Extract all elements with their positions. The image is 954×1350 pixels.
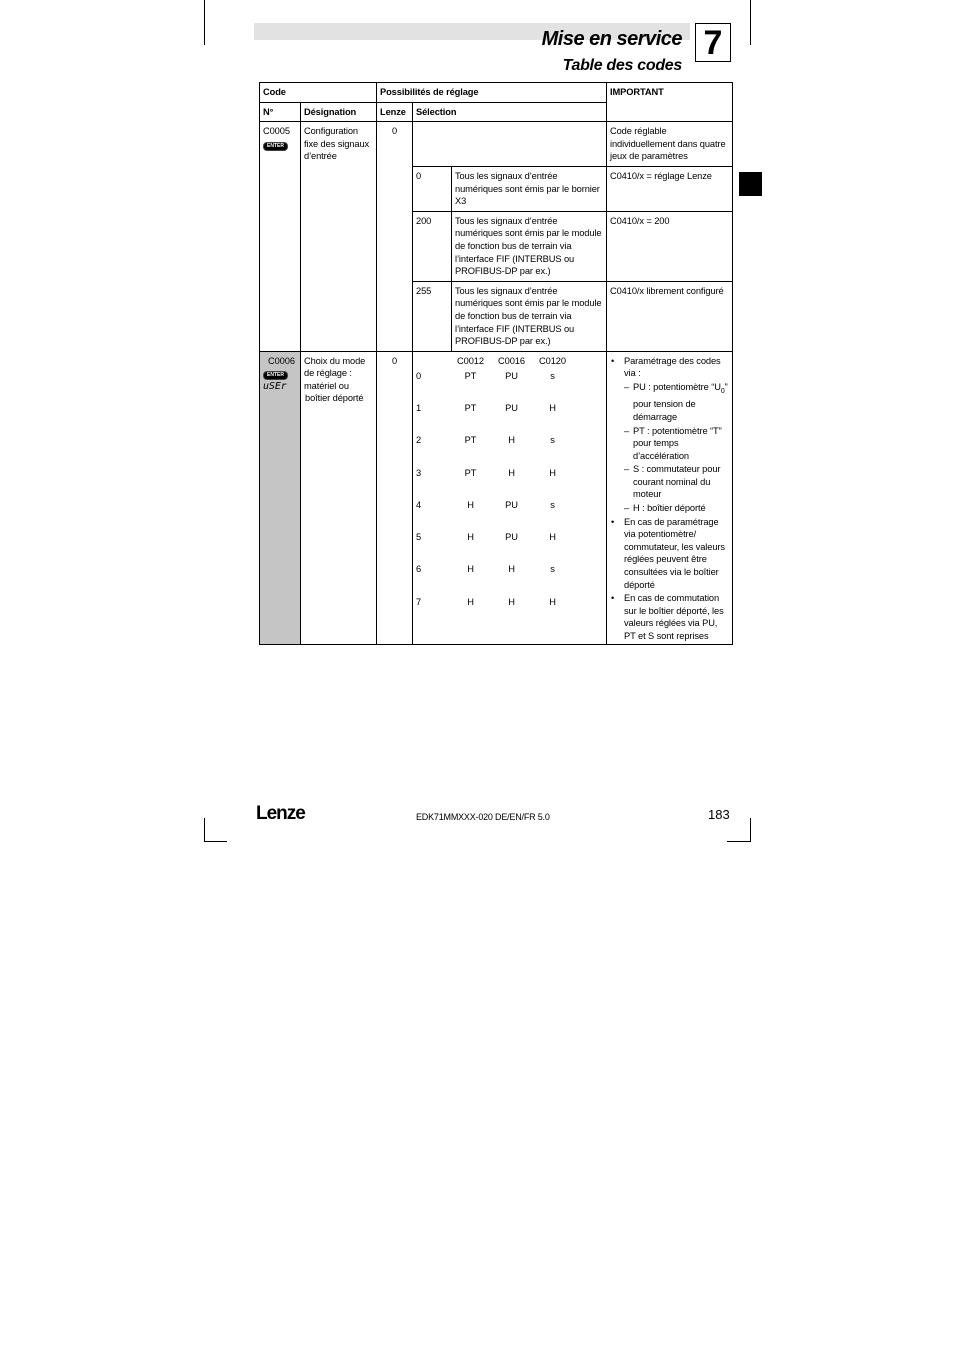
- mode-row: 7 H H H: [416, 596, 556, 607]
- important-text: C0410/x = 200: [607, 211, 733, 281]
- lenze-c0006: 0: [377, 351, 413, 644]
- code-c0005: C0005: [263, 126, 290, 137]
- crop-mark-top-right: [750, 0, 751, 45]
- designation-line: boîtier déporté: [305, 393, 364, 404]
- enter-icon: ENTER: [263, 142, 288, 151]
- mode-col-header: C0012: [457, 355, 484, 366]
- selection-text: Tous les signaux d’entrée numériques sont émis par le bornier X3: [452, 166, 607, 211]
- mode-table: [416, 355, 603, 628]
- crop-mark-top-left: [204, 0, 205, 45]
- mode-row: 5 H PU H: [416, 532, 556, 543]
- list-item: – H : boîtier déporté: [624, 502, 729, 515]
- lenze-logo: Lenze: [256, 803, 305, 824]
- mode-row: 1 PT PU H: [416, 402, 556, 413]
- important-c0005: Code réglable individuellement dans quatre jeux de paramètres: [607, 122, 733, 167]
- important-c0006: [607, 351, 733, 644]
- code-table: [259, 82, 733, 645]
- code-c0006: C0006: [268, 355, 295, 366]
- crop-mark-bottom-right-v: [750, 818, 751, 842]
- enter-icon: ENTER: [263, 371, 288, 380]
- chapter-side-tab: [739, 172, 762, 196]
- list-item: – PT : potentiomètre “T” pour temps d’accélération: [624, 425, 729, 463]
- user-display-icon: uSEr: [263, 381, 287, 393]
- selection-text: Tous les signaux d’entrée numériques sont émis par le module de fonction bus de terrain via l’interface FIF (INTERBUS ou PROFIBUS-DP par ex.): [452, 211, 607, 281]
- crop-mark-bottom-right-h: [727, 841, 751, 842]
- list-item: • En cas de paramétrage via potentiomètre/ commutateur, les valeurs réglées peuvent être consultées via le boîtier déporté: [610, 516, 729, 592]
- header-important: IMPORTANT: [607, 83, 733, 122]
- list-item: • En cas de commutation sur le boîtier déporté, les valeurs réglées via PU, PT et S sont reprises: [610, 592, 729, 642]
- header-lenze: Lenze: [377, 102, 413, 122]
- document-reference: EDK71MMXXX-020 DE/EN/FR 5.0: [416, 812, 550, 822]
- crop-mark-bottom-left-v: [204, 818, 205, 842]
- header-no: N°: [260, 102, 301, 122]
- mode-selection-cell: [413, 351, 607, 644]
- header-code: Code: [260, 83, 377, 103]
- table-row: [260, 122, 733, 167]
- list-item: – PU : potentiomètre “$U_0$” pour tension de démarrage: [624, 381, 729, 424]
- important-text: C0410/x librement configuré: [607, 281, 733, 351]
- designation-line: Choix du mode: [304, 355, 366, 366]
- sub-list: [624, 381, 729, 515]
- designation-line: matériel ou: [304, 380, 349, 391]
- list-item: • Paramétrage des codes via : – PU : potentiomètre “$U_0$” pour tension de démarrage – PT : potentiomètre “T” pour temps d’accélération – S : commutateur pour courant nominal du moteur – H : boîtier déporté: [610, 355, 729, 515]
- header-designation: Désignation: [301, 102, 377, 122]
- code-c0006-cell: [260, 351, 301, 644]
- selection-empty: [413, 122, 607, 167]
- header-selection: Sélection: [413, 102, 607, 122]
- notes-list: [610, 355, 729, 643]
- lenze-c0005: 0: [377, 122, 413, 352]
- mode-row: 4 H PU s: [416, 499, 555, 510]
- mode-row: 6 H H s: [416, 564, 555, 575]
- designation-line: de réglage :: [304, 368, 352, 379]
- selection-value: 200: [413, 211, 452, 281]
- page-number: 183: [708, 807, 730, 822]
- selection-value: 0: [413, 166, 452, 211]
- mode-col-header: C0016: [498, 355, 525, 366]
- selection-value: 255: [413, 281, 452, 351]
- important-text: C0410/x = réglage Lenze: [607, 166, 733, 211]
- chapter-number: 7: [695, 23, 731, 62]
- page-subtitle: Table des codes: [562, 57, 682, 74]
- designation-c0006: [301, 351, 377, 644]
- mode-row: 0 PT PU s: [416, 370, 555, 381]
- list-item: – S : commutateur pour courant nominal du moteur: [624, 463, 729, 501]
- header-possibilities: Possibilités de réglage: [377, 83, 607, 103]
- selection-text: Tous les signaux d’entrée numériques sont émis par le module de fonction bus de terrain via l’interface FIF (INTERBUS ou PROFIBUS-DP par ex.): [452, 281, 607, 351]
- crop-mark-bottom-left-h: [204, 841, 227, 842]
- mode-col-header: C0120: [539, 355, 566, 366]
- page-title: Mise en service: [541, 28, 682, 50]
- table-row: [260, 351, 733, 644]
- mode-row: 2 PT H s: [416, 435, 555, 446]
- designation-c0005: Configuration fixe des signaux d’entrée: [301, 122, 377, 352]
- code-c0005-cell: [260, 122, 301, 352]
- mode-row: 3 PT H H: [416, 467, 556, 478]
